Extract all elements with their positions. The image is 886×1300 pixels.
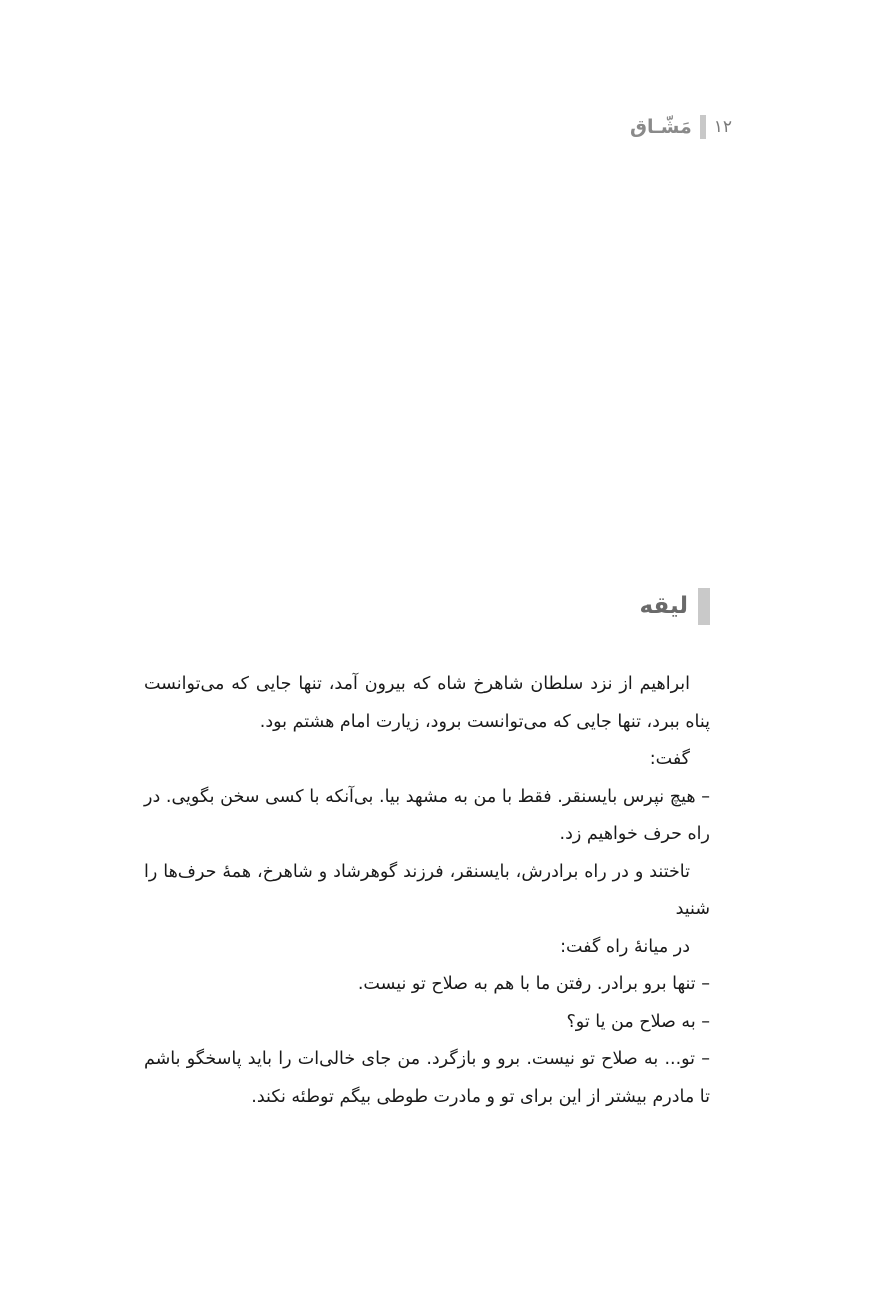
- dialogue-line: – هیچ نپرس بایسنقر. فقط با من به مشهد بیا. بی‌آنکه با کسی سخن بگویی. در راه حرف خواهیم زد.: [144, 786, 710, 844]
- dialogue-line: – تو... به صلاح تو نیست. برو و بازگرد. من جای خالی‌ات را باید پاسخگو باشم تا مادرم بیشتر از این برای تو و مادرت طوطی بیگم توطئه نکند.: [144, 1049, 710, 1107]
- body-text: [144, 666, 710, 1116]
- paragraph: گفت:: [649, 749, 690, 769]
- page-number: ۱۲: [713, 117, 732, 137]
- paragraph: ابراهیم از نزد سلطان شاهرخ شاه که بیرون آمد، تنها جایی که می‌توانست پناه ببرد، تنها جایی که می‌توانست برود، زیارت امام هشتم بود.: [144, 674, 710, 732]
- chapter-accent-bar: [698, 588, 710, 625]
- paragraph: در میانهٔ راه گفت:: [560, 936, 690, 957]
- dialogue-line: – به صلاح من یا تو؟: [566, 1011, 710, 1032]
- book-title: مَشّـاق: [630, 116, 692, 138]
- chapter-title: لیقه: [639, 593, 688, 619]
- dialogue-line: – تنها برو برادر. رفتن ما با هم به صلاح تو نیست.: [357, 974, 710, 994]
- chapter-heading: [639, 588, 710, 625]
- running-header: [630, 114, 732, 140]
- paragraph: تاختند و در راه برادرش، بایسنقر، فرزند گوهرشاد و شاهرخ، همهٔ حرف‌ها را شنید: [144, 861, 710, 919]
- header-divider-bar: [700, 115, 706, 139]
